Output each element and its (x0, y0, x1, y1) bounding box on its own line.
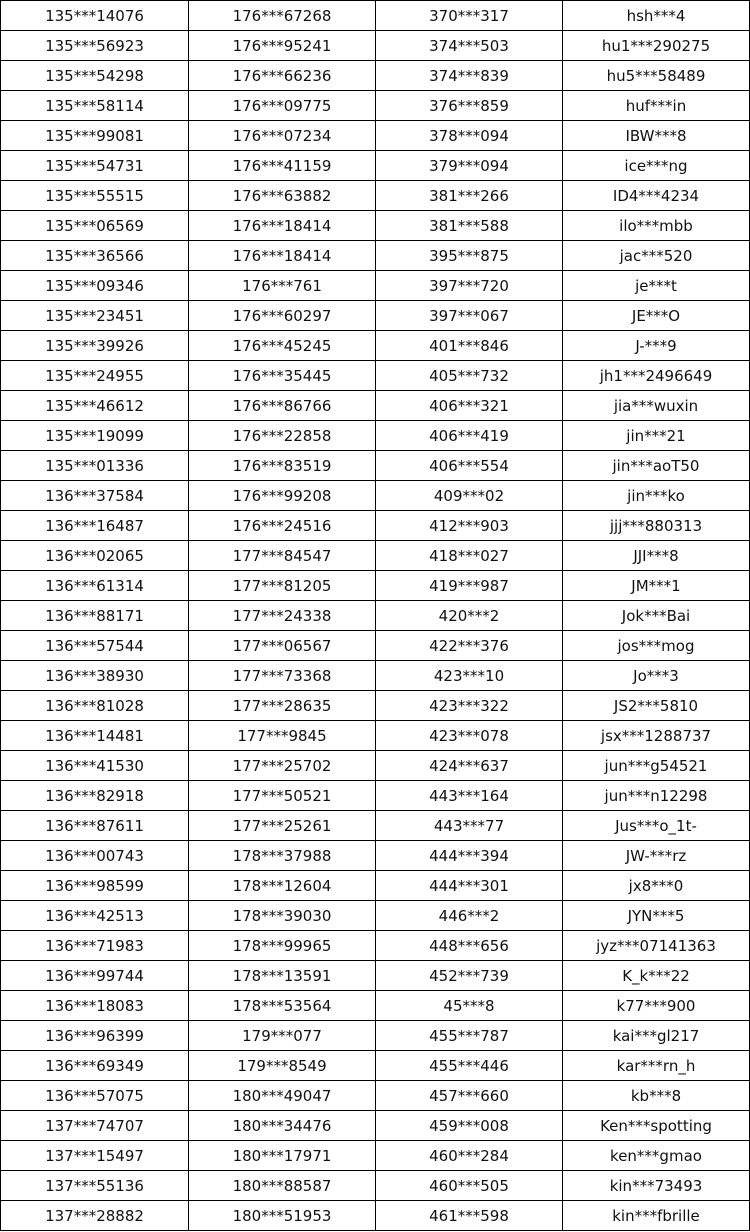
username-cell: ID4***4234 (563, 181, 750, 211)
table-row (1, 61, 750, 91)
id-cell: 397***067 (376, 301, 563, 331)
username-cell: IBW***8 (563, 121, 750, 151)
id-cell: 405***732 (376, 361, 563, 391)
table-row (1, 151, 750, 181)
phone-a-cell: 136***02065 (1, 541, 189, 571)
phone-a-cell: 136***81028 (1, 691, 189, 721)
username-cell: JYN***5 (563, 901, 750, 931)
phone-b-cell: 176***67268 (189, 1, 376, 31)
phone-b-cell: 176***09775 (189, 91, 376, 121)
username-cell: jx8***0 (563, 871, 750, 901)
table-row (1, 541, 750, 571)
phone-b-cell: 179***8549 (189, 1051, 376, 1081)
phone-a-cell: 135***06569 (1, 211, 189, 241)
table-row (1, 211, 750, 241)
id-cell: 422***376 (376, 631, 563, 661)
id-cell: 446***2 (376, 901, 563, 931)
table-row (1, 1021, 750, 1051)
phone-b-cell: 176***60297 (189, 301, 376, 331)
phone-a-cell: 136***69349 (1, 1051, 189, 1081)
phone-b-cell: 176***83519 (189, 451, 376, 481)
table-row (1, 601, 750, 631)
table-row (1, 181, 750, 211)
phone-a-cell: 135***24955 (1, 361, 189, 391)
id-cell: 443***164 (376, 781, 563, 811)
phone-b-cell: 180***51953 (189, 1201, 376, 1231)
phone-a-cell: 137***15497 (1, 1141, 189, 1171)
phone-b-cell: 177***81205 (189, 571, 376, 601)
phone-b-cell: 177***50521 (189, 781, 376, 811)
username-cell: ken***gmao (563, 1141, 750, 1171)
table-row (1, 391, 750, 421)
username-cell: hsh***4 (563, 1, 750, 31)
id-cell: 455***446 (376, 1051, 563, 1081)
phone-b-cell: 180***17971 (189, 1141, 376, 1171)
id-cell: 374***503 (376, 31, 563, 61)
username-cell: Jo***3 (563, 661, 750, 691)
phone-a-cell: 136***96399 (1, 1021, 189, 1051)
username-cell: ice***ng (563, 151, 750, 181)
id-cell: 406***554 (376, 451, 563, 481)
phone-a-cell: 136***98599 (1, 871, 189, 901)
username-cell: Ken***spotting (563, 1111, 750, 1141)
phone-b-cell: 178***37988 (189, 841, 376, 871)
table-row (1, 241, 750, 271)
phone-a-cell: 135***55515 (1, 181, 189, 211)
table-row (1, 1, 750, 31)
phone-a-cell: 136***57544 (1, 631, 189, 661)
phone-b-cell: 177***9845 (189, 721, 376, 751)
id-cell: 461***598 (376, 1201, 563, 1231)
phone-a-cell: 135***19099 (1, 421, 189, 451)
phone-b-cell: 177***06567 (189, 631, 376, 661)
id-cell: 379***094 (376, 151, 563, 181)
phone-b-cell: 177***73368 (189, 661, 376, 691)
phone-a-cell: 136***57075 (1, 1081, 189, 1111)
id-cell: 455***787 (376, 1021, 563, 1051)
username-cell: JM***1 (563, 571, 750, 601)
id-cell: 406***321 (376, 391, 563, 421)
phone-a-cell: 135***39926 (1, 331, 189, 361)
username-cell: je***t (563, 271, 750, 301)
phone-b-cell: 176***99208 (189, 481, 376, 511)
table-row (1, 31, 750, 61)
phone-b-cell: 176***86766 (189, 391, 376, 421)
id-cell: 460***284 (376, 1141, 563, 1171)
table-row (1, 691, 750, 721)
phone-a-cell: 137***74707 (1, 1111, 189, 1141)
id-cell: 418***027 (376, 541, 563, 571)
phone-b-cell: 178***99965 (189, 931, 376, 961)
username-cell: jun***g54521 (563, 751, 750, 781)
username-cell: jh1***2496649 (563, 361, 750, 391)
table-row (1, 271, 750, 301)
username-cell: J-***9 (563, 331, 750, 361)
table-row (1, 721, 750, 751)
table-row (1, 421, 750, 451)
id-cell: 370***317 (376, 1, 563, 31)
table-row (1, 511, 750, 541)
phone-b-cell: 176***95241 (189, 31, 376, 61)
table-row (1, 121, 750, 151)
username-cell: hu5***58489 (563, 61, 750, 91)
phone-a-cell: 135***36566 (1, 241, 189, 271)
id-cell: 457***660 (376, 1081, 563, 1111)
id-cell: 395***875 (376, 241, 563, 271)
table-row (1, 901, 750, 931)
phone-b-cell: 176***35445 (189, 361, 376, 391)
username-cell: K_k***22 (563, 961, 750, 991)
username-cell: huf***in (563, 91, 750, 121)
username-cell: jsx***1288737 (563, 721, 750, 751)
phone-a-cell: 136***38930 (1, 661, 189, 691)
id-cell: 443***77 (376, 811, 563, 841)
phone-b-cell: 177***25261 (189, 811, 376, 841)
table-row (1, 331, 750, 361)
id-cell: 376***859 (376, 91, 563, 121)
phone-b-cell: 176***66236 (189, 61, 376, 91)
username-cell: k77***900 (563, 991, 750, 1021)
table-row (1, 1081, 750, 1111)
table-row (1, 481, 750, 511)
id-cell: 423***078 (376, 721, 563, 751)
phone-a-cell: 136***99744 (1, 961, 189, 991)
id-cell: 423***10 (376, 661, 563, 691)
phone-b-cell: 177***25702 (189, 751, 376, 781)
phone-b-cell: 176***18414 (189, 211, 376, 241)
table-row (1, 1171, 750, 1201)
phone-b-cell: 178***12604 (189, 871, 376, 901)
id-cell: 419***987 (376, 571, 563, 601)
phone-a-cell: 135***54298 (1, 61, 189, 91)
table-row (1, 751, 750, 781)
phone-b-cell: 176***22858 (189, 421, 376, 451)
username-cell: kb***8 (563, 1081, 750, 1111)
phone-a-cell: 136***87611 (1, 811, 189, 841)
id-cell: 381***266 (376, 181, 563, 211)
username-cell: JE***O (563, 301, 750, 331)
id-cell: 460***505 (376, 1171, 563, 1201)
phone-b-cell: 180***34476 (189, 1111, 376, 1141)
phone-a-cell: 136***18083 (1, 991, 189, 1021)
table-row (1, 841, 750, 871)
table-row (1, 871, 750, 901)
phone-b-cell: 179***077 (189, 1021, 376, 1051)
phone-b-cell: 177***84547 (189, 541, 376, 571)
phone-a-cell: 137***28882 (1, 1201, 189, 1231)
table-row (1, 991, 750, 1021)
id-cell: 378***094 (376, 121, 563, 151)
id-cell: 420***2 (376, 601, 563, 631)
username-cell: hu1***290275 (563, 31, 750, 61)
phone-a-cell: 135***56923 (1, 31, 189, 61)
phone-b-cell: 177***24338 (189, 601, 376, 631)
table-row (1, 661, 750, 691)
username-cell: jin***aoT50 (563, 451, 750, 481)
table-row (1, 451, 750, 481)
phone-a-cell: 135***58114 (1, 91, 189, 121)
phone-a-cell: 135***14076 (1, 1, 189, 31)
table-row (1, 781, 750, 811)
phone-b-cell: 176***18414 (189, 241, 376, 271)
phone-b-cell: 178***53564 (189, 991, 376, 1021)
table-row (1, 811, 750, 841)
phone-a-cell: 135***01336 (1, 451, 189, 481)
phone-a-cell: 136***14481 (1, 721, 189, 751)
id-cell: 409***02 (376, 481, 563, 511)
phone-b-cell: 180***88587 (189, 1171, 376, 1201)
id-cell: 444***301 (376, 871, 563, 901)
phone-a-cell: 136***71983 (1, 931, 189, 961)
username-cell: jac***520 (563, 241, 750, 271)
phone-b-cell: 176***24516 (189, 511, 376, 541)
phone-a-cell: 136***88171 (1, 601, 189, 631)
username-cell: JS2***5810 (563, 691, 750, 721)
id-cell: 444***394 (376, 841, 563, 871)
phone-a-cell: 136***61314 (1, 571, 189, 601)
phone-b-cell: 176***07234 (189, 121, 376, 151)
username-cell: jyz***07141363 (563, 931, 750, 961)
username-cell: kin***fbrille (563, 1201, 750, 1231)
username-cell: jin***21 (563, 421, 750, 451)
phone-a-cell: 135***46612 (1, 391, 189, 421)
table-row (1, 361, 750, 391)
table-row (1, 301, 750, 331)
username-cell: kar***rn_h (563, 1051, 750, 1081)
phone-a-cell: 136***37584 (1, 481, 189, 511)
phone-a-cell: 136***00743 (1, 841, 189, 871)
username-cell: jia***wuxin (563, 391, 750, 421)
id-cell: 423***322 (376, 691, 563, 721)
id-cell: 45***8 (376, 991, 563, 1021)
phone-a-cell: 135***99081 (1, 121, 189, 151)
table-body (1, 1, 750, 1231)
table-row (1, 1141, 750, 1171)
phone-b-cell: 178***13591 (189, 961, 376, 991)
id-cell: 381***588 (376, 211, 563, 241)
phone-b-cell: 180***49047 (189, 1081, 376, 1111)
table-row (1, 1201, 750, 1231)
phone-a-cell: 135***23451 (1, 301, 189, 331)
id-cell: 424***637 (376, 751, 563, 781)
id-cell: 459***008 (376, 1111, 563, 1141)
id-cell: 406***419 (376, 421, 563, 451)
table-row (1, 961, 750, 991)
phone-a-cell: 136***16487 (1, 511, 189, 541)
phone-b-cell: 176***45245 (189, 331, 376, 361)
phone-a-cell: 136***82918 (1, 781, 189, 811)
username-cell: jos***mog (563, 631, 750, 661)
id-cell: 374***839 (376, 61, 563, 91)
username-cell: ilo***mbb (563, 211, 750, 241)
username-cell: jjj***880313 (563, 511, 750, 541)
username-cell: kai***gl217 (563, 1021, 750, 1051)
username-cell: Jok***Bai (563, 601, 750, 631)
phone-b-cell: 178***39030 (189, 901, 376, 931)
phone-b-cell: 177***28635 (189, 691, 376, 721)
username-cell: kin***73493 (563, 1171, 750, 1201)
table-row (1, 571, 750, 601)
id-cell: 397***720 (376, 271, 563, 301)
id-cell: 448***656 (376, 931, 563, 961)
username-cell: JW-***rz (563, 841, 750, 871)
phone-a-cell: 136***42513 (1, 901, 189, 931)
table-row (1, 931, 750, 961)
username-cell: JJI***8 (563, 541, 750, 571)
phone-b-cell: 176***63882 (189, 181, 376, 211)
table-row (1, 631, 750, 661)
username-cell: jin***ko (563, 481, 750, 511)
username-cell: jun***n12298 (563, 781, 750, 811)
username-cell: Jus***o_1t- (563, 811, 750, 841)
phone-a-cell: 135***09346 (1, 271, 189, 301)
phone-a-cell: 137***55136 (1, 1171, 189, 1201)
table-row (1, 91, 750, 121)
phone-b-cell: 176***41159 (189, 151, 376, 181)
table-row (1, 1051, 750, 1081)
id-cell: 412***903 (376, 511, 563, 541)
table-row (1, 1111, 750, 1141)
id-cell: 452***739 (376, 961, 563, 991)
phone-a-cell: 135***54731 (1, 151, 189, 181)
phone-b-cell: 176***761 (189, 271, 376, 301)
phone-a-cell: 136***41530 (1, 751, 189, 781)
id-cell: 401***846 (376, 331, 563, 361)
